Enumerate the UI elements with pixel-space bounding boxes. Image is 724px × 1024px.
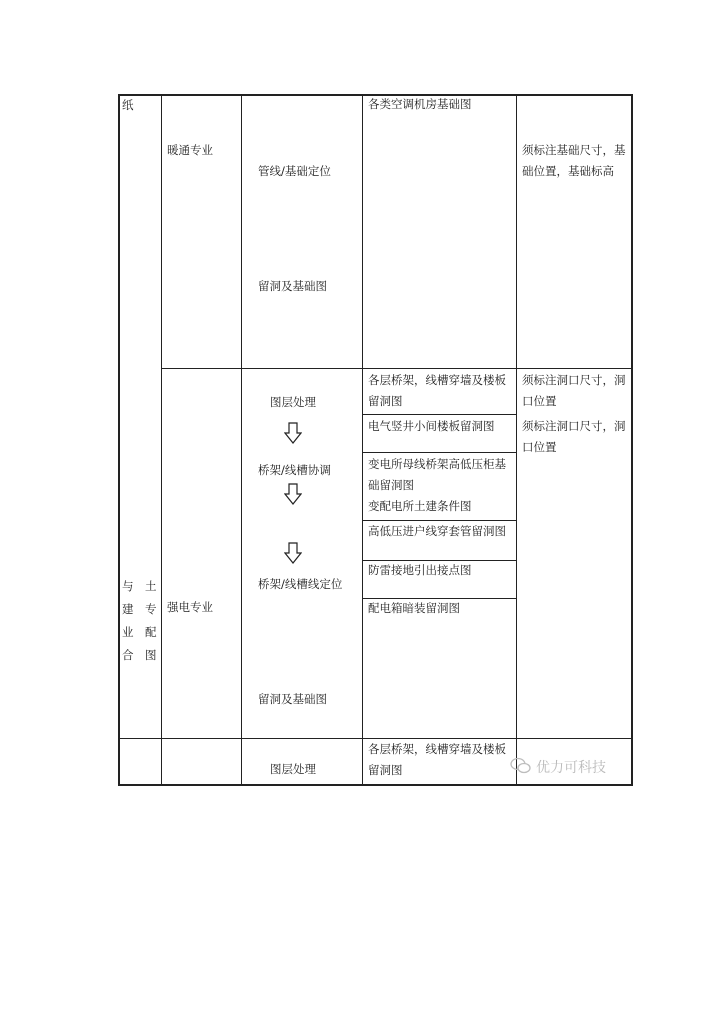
last-row-drawing-line-2: 留洞图 bbox=[368, 763, 403, 777]
col1-vertical-line-1: 与 土 bbox=[122, 579, 157, 593]
strong-drawing-3-line-3: 变配电所土建条件图 bbox=[368, 499, 472, 513]
down-arrow-icon bbox=[284, 422, 302, 444]
strong-drawing-6: 配电箱暗装留洞图 bbox=[368, 601, 460, 615]
col1-vertical-line-3: 业 配 bbox=[122, 625, 157, 639]
strong-speciality: 强电专业 bbox=[167, 600, 213, 614]
watermark-text: 优力可科技 bbox=[536, 760, 606, 776]
strong-drawing-3-line-1: 变电所母线桥架高低压柜基 bbox=[368, 457, 506, 471]
strong-drawing-5: 防雷接地引出接点图 bbox=[368, 563, 472, 577]
hvac-step-1: 管线/基础定位 bbox=[258, 164, 331, 178]
strong-step-4: 留洞及基础图 bbox=[258, 692, 327, 706]
strong-step-1: 图层处理 bbox=[270, 395, 316, 409]
column-divider-2 bbox=[241, 94, 242, 785]
col1-vertical-line-2: 建 专 bbox=[122, 602, 157, 616]
drawing-divider-1 bbox=[362, 414, 516, 415]
table-border-right bbox=[631, 94, 633, 785]
last-row-drawing-line-1: 各层桥架，线槽穿墙及楼板 bbox=[368, 742, 506, 756]
strong-step-2: 桥架/线槽协调 bbox=[258, 463, 331, 477]
table-border-bottom bbox=[118, 784, 633, 786]
strong-note-2-line-1: 须标注洞口尺寸，洞 bbox=[522, 419, 626, 433]
down-arrow-icon bbox=[284, 542, 302, 564]
strong-drawing-2: 电气竖井小间楼板留洞图 bbox=[368, 419, 495, 433]
drawing-divider-2 bbox=[362, 452, 516, 453]
col1-vertical-line-4: 合 图 bbox=[122, 648, 157, 662]
strong-drawing-1-line-2: 留洞图 bbox=[368, 394, 403, 408]
strong-note-1-line-1: 须标注洞口尺寸，洞 bbox=[522, 373, 626, 387]
row-divider-hvac-bottom bbox=[161, 368, 632, 369]
table-border-left bbox=[118, 94, 120, 785]
hvac-step-2: 留洞及基础图 bbox=[258, 279, 327, 293]
column-divider-1 bbox=[161, 94, 162, 785]
last-row-step: 图层处理 bbox=[270, 762, 316, 776]
hvac-drawing: 各类空调机房基础图 bbox=[368, 97, 472, 111]
strong-drawing-1-line-1: 各层桥架，线槽穿墙及楼板 bbox=[368, 373, 506, 387]
drawing-divider-3 bbox=[362, 520, 516, 521]
strong-drawing-4: 高低压进户线穿套管留洞图 bbox=[368, 524, 506, 538]
wechat-logo-icon bbox=[510, 757, 532, 775]
col1-top-text: 纸 bbox=[122, 98, 134, 112]
column-divider-4 bbox=[516, 94, 517, 785]
row-divider-strong-bottom bbox=[118, 738, 633, 739]
hvac-speciality: 暖通专业 bbox=[167, 143, 213, 157]
strong-note-2-line-2: 口位置 bbox=[522, 440, 557, 454]
strong-step-3: 桥架/线槽线定位 bbox=[258, 577, 343, 591]
strong-drawing-3-line-2: 础留洞图 bbox=[368, 478, 414, 492]
hvac-note-line-2: 础位置，基础标高 bbox=[522, 164, 614, 178]
down-arrow-icon bbox=[284, 483, 302, 505]
strong-note-1-line-2: 口位置 bbox=[522, 394, 557, 408]
column-divider-3 bbox=[362, 94, 363, 785]
hvac-note-line-1: 须标注基础尺寸，基 bbox=[522, 143, 626, 157]
